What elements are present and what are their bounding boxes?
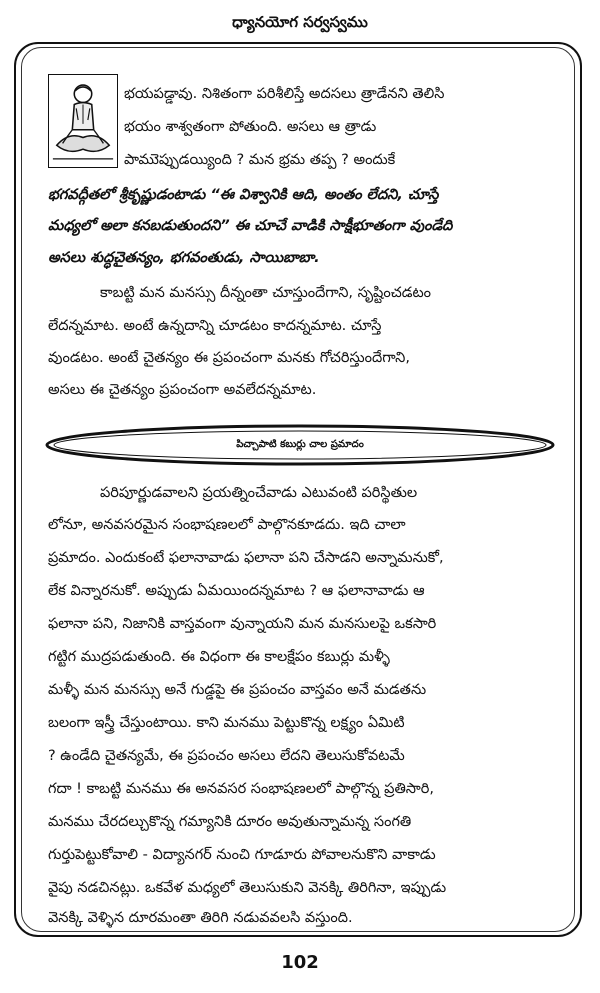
paragraph-line: భగవద్గీతలో శ్రీకృష్ణుడంటాడు “ఈ విశ్వానికి ఆది, అంతం లేదని, చూస్తే: [48, 187, 439, 203]
paragraph-line: లోనూ, అనవసరమైన సంభాషణలలో పాల్గొనకూడదు. ఇది చాలా: [48, 517, 406, 533]
paragraph-line: లేక విన్నారనుకో. అప్పుడు ఏమయిందన్నమాట ? ఆ ఫలానావాడు ఆ: [48, 583, 425, 599]
paragraph-line: పరిపూర్ణుడవాలని ప్రయత్నించేవాడు ఎటువంటి పరిస్థితుల: [100, 485, 418, 501]
paragraph-line: అసలు శుద్ధచైతన్యం, భగవంతుడు, సాయిబాబా.: [48, 250, 320, 266]
paragraph-line: గదా ! కాబట్టి మనము ఈ అనవసర సంభాషణలలో పాల్గొన్న ప్రతిసారి,: [48, 781, 434, 797]
paragraph-line: గుర్తుపెట్టుకోవాలి - విద్యానగర్ నుంచి గూడూరు పోవాలనుకొని వాకాడు: [48, 847, 436, 863]
paragraph-line: మనము చేరదల్చుకొన్న గమ్యానికి దూరం అవుతున్నామన్న సంగతి: [48, 814, 412, 830]
paragraph-line: భయం శాశ్వతంగా పోతుంది. అసలు ఆ త్రాడు: [124, 119, 377, 135]
paragraph-line: ఫలానా పని, నిజానికి వాస్తవంగా వున్నాయని మన మనసులపై ఒకసారి: [48, 616, 437, 632]
paragraph-line: వైపు నడచినట్లు. ఒకవేళ మధ్యలో తెలుసుకుని వెనక్కి తిరిగినా, ఇప్పుడు: [48, 880, 447, 896]
paragraph-line: భయపడ్డావు. నిశితంగా పరిశీలిస్తే అదసలు త్రాడేనని తెలిసి: [124, 86, 445, 102]
section-heading-banner: [44, 423, 556, 467]
paragraph-line: ప్రమాదం. ఎందుకంటే ఫలానావాడు ఫలానా పని చేసాడని అన్నామనుకో,: [48, 550, 444, 566]
paragraph-line: అసలు ఈ చైతన్యం ప్రపంచంగా అవలేదన్నమాట.: [48, 382, 317, 398]
paragraph-line: గట్టిగ ముద్రపడుతుంది. ఈ విధంగా ఈ కాలక్షేపం కబుర్లు మళ్ళీ: [48, 649, 390, 665]
saint-portrait: [48, 74, 118, 168]
paragraph-line: ? ఉండేది చైతన్యమే, ఈ ప్రపంచం అసలు లేదని తెలుసుకోవటమే: [48, 748, 405, 764]
paragraph-line: బలంగా ఇస్త్రీ చేస్తుంటాయి. కాని మనము పెట్టుకొన్న లక్ష్యం ఏమిటి: [48, 715, 405, 731]
paragraph-line: వుండటం. అంటే చైతన్యం ఈ ప్రపంచంగా మనకు గోచరిస్తుందేగాని,: [48, 350, 410, 366]
paragraph-line: మళ్ళీ మన మనస్సు అనే గుడ్డపై ఈ ప్రపంచం వాస్తవం అనే మడతను: [48, 682, 427, 698]
paragraph-line: మధ్యలో అలా కనబడుతుందని” ఈ చూచే వాడికి సాక్షీభూతంగా వుండేది: [48, 218, 453, 234]
seated-figure-icon: [49, 75, 117, 167]
paragraph-line: లేదన్నమాట. అంటే ఉన్నదాన్ని చూడటం కాదన్నమాట. చూస్తే: [48, 318, 382, 334]
section-heading: పిచ్చాపాటి కబుర్లు చాల ప్రమాదం: [236, 439, 364, 450]
paragraph-line: కాబట్టి మన మనస్సు దీన్నంతా చూస్తుందేగాని, సృష్టించడటం: [100, 285, 432, 301]
paragraph-line: వెనక్కి వెళ్ళిన దూరమంతా తిరిగి నడువవలసి వస్తుంది.: [48, 910, 353, 926]
running-header: ధ్యానయోగ సర్వస్వము: [232, 13, 368, 31]
page-number: 102: [281, 952, 319, 973]
paragraph-line: పాముెప్పుడయ్యింది ? మన భ్రమ తప్ప ? అందుకే: [124, 152, 396, 168]
